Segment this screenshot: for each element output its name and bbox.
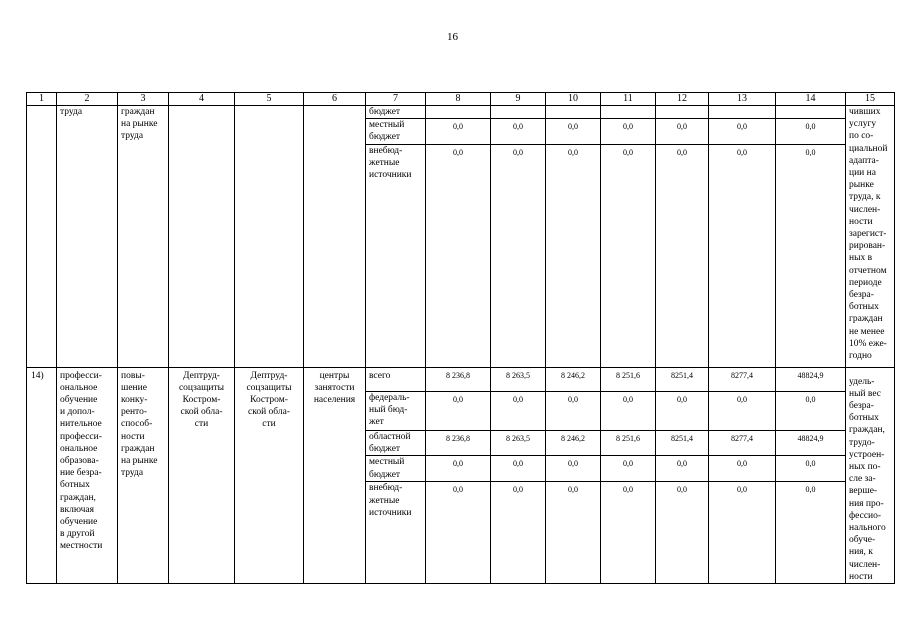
header-cell: 10 [546, 93, 601, 106]
value-cell: 0,0 [491, 119, 546, 144]
value-cell: 8 251,6 [601, 430, 656, 456]
cont-row [27, 106, 895, 119]
funding-source: местный бюджет [366, 119, 426, 144]
value-cell: 8 251,6 [601, 367, 656, 391]
value-cell: 0,0 [426, 456, 491, 482]
value-cell [709, 106, 776, 119]
value-cell: 8 236,8 [426, 430, 491, 456]
value-cell: 0,0 [776, 456, 846, 482]
value-cell: 0,0 [709, 392, 776, 431]
cont-col3: граждан на рынке труда [118, 106, 169, 368]
value-cell: 0,0 [546, 456, 601, 482]
value-cell: 0,0 [426, 119, 491, 144]
header-cell: 13 [709, 93, 776, 106]
header-cell: 11 [601, 93, 656, 106]
value-cell: 0,0 [656, 456, 709, 482]
value-cell: 8 246,2 [546, 367, 601, 391]
page-number: 16 [447, 31, 458, 43]
row-number: 14) [27, 367, 57, 583]
value-cell: 0,0 [776, 144, 846, 367]
funding-source: федераль- ный бюд- жет [366, 392, 426, 431]
header-cell: 6 [304, 93, 366, 106]
funding-source: областной бюджет [366, 430, 426, 456]
value-cell: 0,0 [656, 119, 709, 144]
funding-source: внебюд- жетные источники [366, 144, 426, 367]
event-name: професси- ональное обучение и допол- нительное професси- ональное образова- ние безра- ботных граждан, включая обучение в другой местности [57, 367, 118, 583]
cont-col2: труда [57, 106, 118, 368]
value-cell [776, 106, 846, 119]
value-cell: 0,0 [709, 144, 776, 367]
header-cell: 12 [656, 93, 709, 106]
funding-source: внебюд- жетные источники [366, 482, 426, 584]
header-cell: 15 [846, 93, 895, 106]
value-cell: 8 236,8 [426, 367, 491, 391]
value-cell: 8 263,5 [491, 430, 546, 456]
value-cell: 0,0 [426, 392, 491, 431]
value-cell: 0,0 [776, 392, 846, 431]
value-cell: 0,0 [709, 456, 776, 482]
value-cell: 8251,4 [656, 430, 709, 456]
value-cell: 0,0 [656, 482, 709, 584]
header-cell: 14 [776, 93, 846, 106]
value-cell: 0,0 [601, 482, 656, 584]
header-row [27, 93, 895, 106]
indicator: удель- ный вес безра- ботных граждан, трудо- устроен- ных по- сле за- верше- ния про- фессио- нального обуче- ния, к числен- ности [846, 367, 895, 583]
value-cell [491, 106, 546, 119]
value-cell: 0,0 [546, 119, 601, 144]
header-cell: 5 [235, 93, 304, 106]
value-cell: 0,0 [709, 119, 776, 144]
value-cell: 0,0 [656, 392, 709, 431]
row-14 [27, 367, 895, 391]
header-cell: 1 [27, 93, 57, 106]
responsible: Дептруд- соцзащиты Костром- ской обла- сти [235, 367, 304, 583]
value-cell: 0,0 [656, 144, 709, 367]
value-cell: 0,0 [709, 482, 776, 584]
value-cell: 0,0 [601, 119, 656, 144]
value-cell: 0,0 [426, 482, 491, 584]
funding-source: бюджет [366, 106, 426, 119]
value-cell [546, 106, 601, 119]
cont-col5 [235, 106, 304, 368]
value-cell: 0,0 [776, 482, 846, 584]
value-cell: 8 263,5 [491, 367, 546, 391]
value-cell: 48824,9 [776, 430, 846, 456]
cont-col6 [304, 106, 366, 368]
value-cell: 8277,4 [709, 430, 776, 456]
value-cell [601, 106, 656, 119]
value-cell: 0,0 [491, 482, 546, 584]
executor: Дептруд- соцзащиты Костром- ской обла- сти [169, 367, 235, 583]
event-goal: повы- шение конку- ренто- способ- ности граждан на рынке труда [118, 367, 169, 583]
value-cell: 0,0 [426, 144, 491, 367]
value-cell: 0,0 [546, 482, 601, 584]
value-cell [426, 106, 491, 119]
value-cell: 8277,4 [709, 367, 776, 391]
participants: центры занятости населения [304, 367, 366, 583]
value-cell: 0,0 [491, 392, 546, 431]
header-cell: 4 [169, 93, 235, 106]
value-cell: 48824,9 [776, 367, 846, 391]
header-cell: 3 [118, 93, 169, 106]
header-cell: 9 [491, 93, 546, 106]
funding-source: всего [366, 367, 426, 391]
value-cell: 0,0 [601, 144, 656, 367]
header-cell: 7 [366, 93, 426, 106]
header-cell: 2 [57, 93, 118, 106]
cont-indicator: чивших услугу по со- циальной адапта- ции на рынке труда, к числен- ности зарегист- рирован- ных в отчетном периоде безра- ботных граждан не менее 10% еже- годно [846, 106, 895, 368]
value-cell: 0,0 [601, 456, 656, 482]
value-cell: 0,0 [546, 392, 601, 431]
value-cell: 8 246,2 [546, 430, 601, 456]
cont-col4 [169, 106, 235, 368]
value-cell: 8251,4 [656, 367, 709, 391]
header-cell: 8 [426, 93, 491, 106]
value-cell: 0,0 [776, 119, 846, 144]
value-cell: 0,0 [601, 392, 656, 431]
cont-col1 [27, 106, 57, 368]
funding-source: местный бюджет [366, 456, 426, 482]
value-cell: 0,0 [546, 144, 601, 367]
value-cell: 0,0 [491, 456, 546, 482]
value-cell [656, 106, 709, 119]
program-table [26, 92, 895, 584]
value-cell: 0,0 [491, 144, 546, 367]
